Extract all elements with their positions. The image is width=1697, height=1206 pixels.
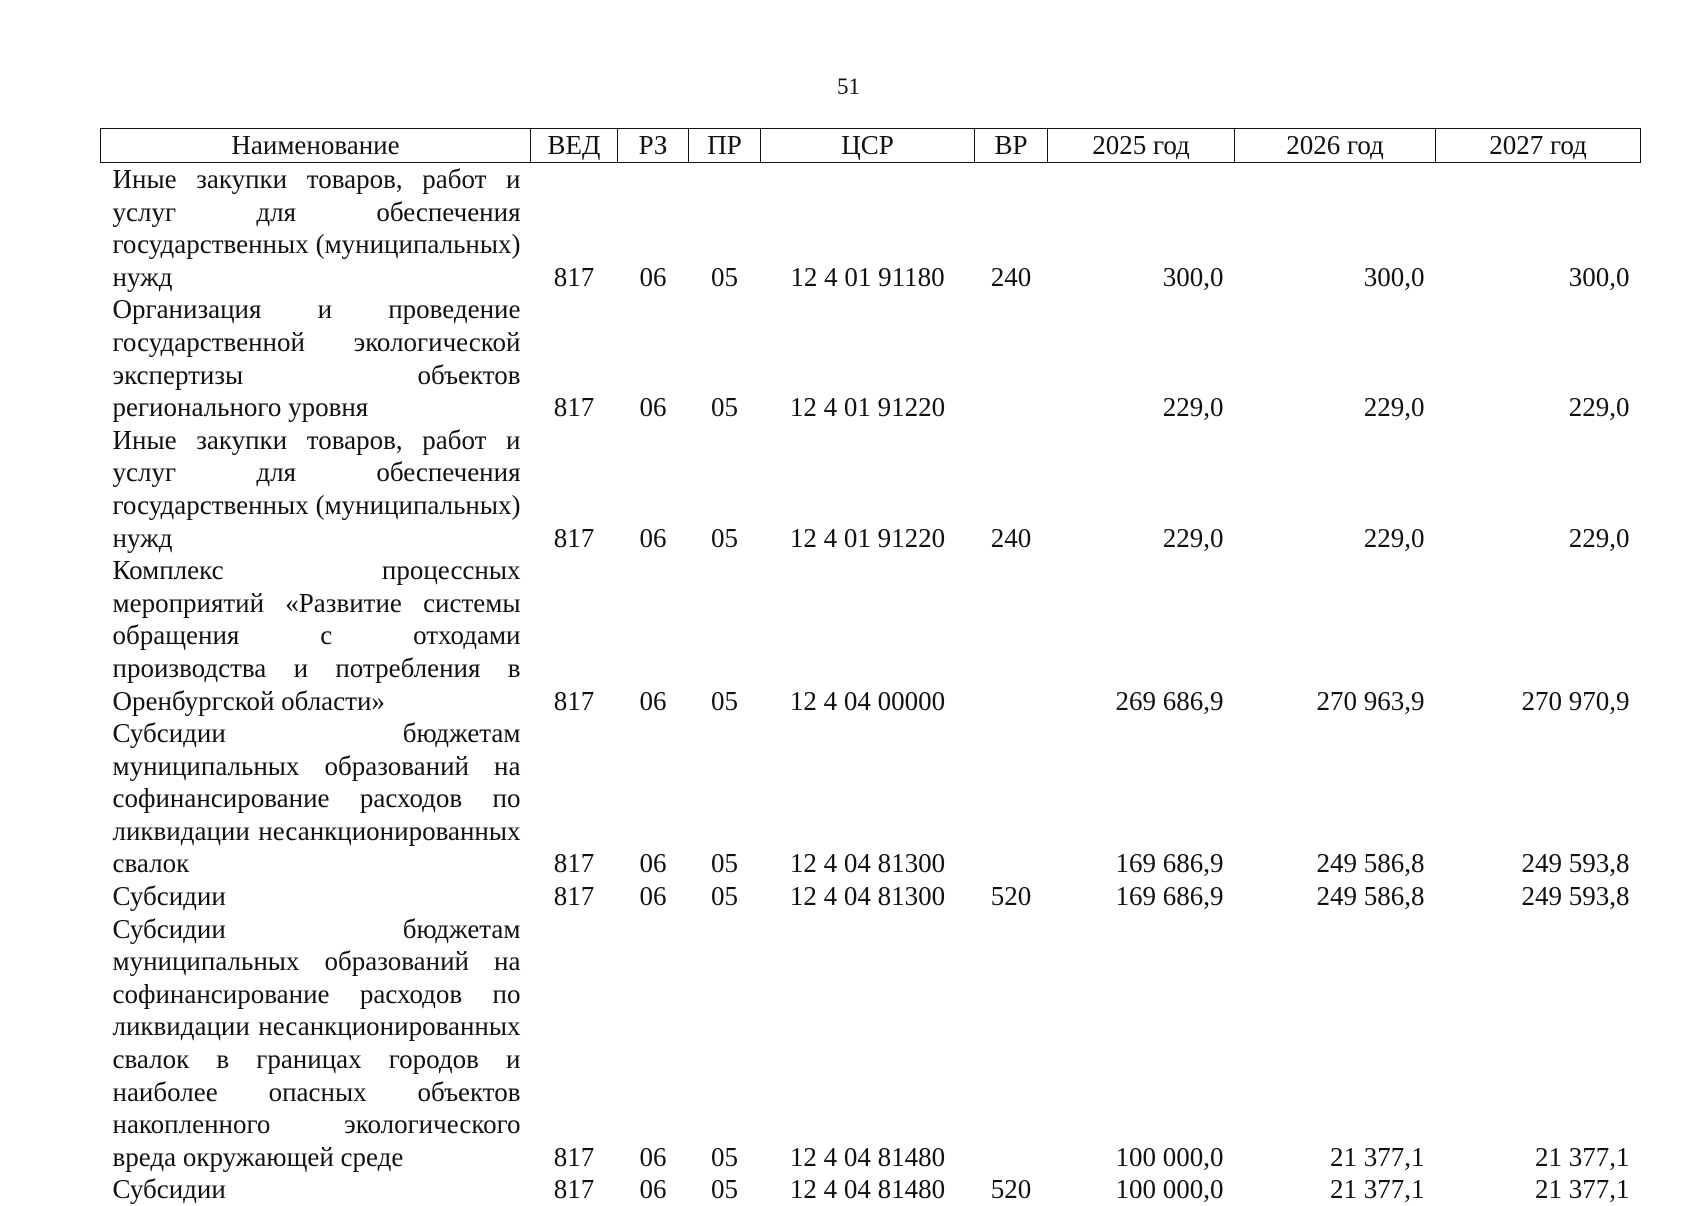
row-csr: 12 4 04 81300 [761, 717, 975, 880]
row-ved: 817 [531, 554, 618, 717]
row-2025: 229,0 [1048, 293, 1235, 423]
header-vr: ВР [975, 129, 1048, 163]
row-name: Комплекс процессных мероприятий «Развитие системы обращения с отходами производства и потребления в Оренбургской области» [101, 554, 531, 717]
table-body [101, 163, 1641, 1206]
row-2026: 270 963,9 [1235, 554, 1436, 717]
row-ved: 817 [531, 163, 618, 294]
row-vr: 520 [975, 1173, 1048, 1206]
header-2026: 2026 год [1235, 129, 1436, 163]
row-vr: 240 [975, 163, 1048, 294]
row-ved: 817 [531, 293, 618, 423]
table-row [101, 424, 1641, 554]
row-2026: 229,0 [1235, 293, 1436, 423]
table-header [101, 129, 1641, 163]
row-pr: 05 [689, 1173, 761, 1206]
row-2027: 270 970,9 [1436, 554, 1641, 717]
row-2027: 229,0 [1436, 424, 1641, 554]
header-pr: ПР [689, 129, 761, 163]
row-csr: 12 4 04 00000 [761, 554, 975, 717]
header-2027: 2027 год [1436, 129, 1641, 163]
row-2027: 249 593,8 [1436, 880, 1641, 913]
table-row [101, 880, 1641, 913]
row-pr: 05 [689, 717, 761, 880]
row-pr: 05 [689, 554, 761, 717]
header-ved: ВЕД [531, 129, 618, 163]
row-pr: 05 [689, 293, 761, 423]
row-rz: 06 [618, 163, 689, 294]
table-row [101, 163, 1641, 294]
row-2026: 21 377,1 [1235, 913, 1436, 1174]
row-name: Субсидии [101, 1173, 531, 1206]
row-pr: 05 [689, 880, 761, 913]
row-rz: 06 [618, 424, 689, 554]
row-2027: 300,0 [1436, 163, 1641, 294]
table-row [101, 554, 1641, 717]
row-name: Субсидии [101, 880, 531, 913]
row-vr [975, 293, 1048, 423]
row-2027: 249 593,8 [1436, 717, 1641, 880]
row-ved: 817 [531, 1173, 618, 1206]
row-csr: 12 4 04 81300 [761, 880, 975, 913]
row-2025: 169 686,9 [1048, 880, 1235, 913]
row-ved: 817 [531, 424, 618, 554]
row-ved: 817 [531, 880, 618, 913]
budget-table [100, 128, 1641, 1206]
row-2026: 21 377,1 [1235, 1173, 1436, 1206]
row-csr: 12 4 04 81480 [761, 913, 975, 1174]
row-vr [975, 913, 1048, 1174]
table-row [101, 913, 1641, 1174]
row-pr: 05 [689, 163, 761, 294]
row-name: Иные закупки товаров, работ и услуг для обеспечения государственных (муниципальных) нужд [101, 424, 531, 554]
row-csr: 12 4 04 81480 [761, 1173, 975, 1206]
row-name: Иные закупки товаров, работ и услуг для обеспечения государственных (муниципальных) нужд [101, 163, 531, 294]
row-vr [975, 717, 1048, 880]
row-2025: 229,0 [1048, 424, 1235, 554]
row-rz: 06 [618, 880, 689, 913]
row-rz: 06 [618, 293, 689, 423]
row-2025: 300,0 [1048, 163, 1235, 294]
row-rz: 06 [618, 554, 689, 717]
row-2026: 249 586,8 [1235, 880, 1436, 913]
row-2026: 229,0 [1235, 424, 1436, 554]
row-csr: 12 4 01 91180 [761, 163, 975, 294]
table-row [101, 1173, 1641, 1206]
row-2025: 100 000,0 [1048, 1173, 1235, 1206]
row-csr: 12 4 01 91220 [761, 293, 975, 423]
row-name: Субсидии бюджетам муниципальных образований на софинансирование расходов по ликвидации несанкционированных свалок [101, 717, 531, 880]
row-2026: 249 586,8 [1235, 717, 1436, 880]
row-rz: 06 [618, 717, 689, 880]
header-rz: РЗ [618, 129, 689, 163]
row-name: Субсидии бюджетам муниципальных образований на софинансирование расходов по ликвидации несанкционированных свалок в границах городов и наиболее опасных объектов накопленного экологического вреда окружающей среде [101, 913, 531, 1174]
row-2025: 169 686,9 [1048, 717, 1235, 880]
row-vr: 240 [975, 424, 1048, 554]
row-name: Организация и проведение государственной экологической экспертизы объектов регионального уровня [101, 293, 531, 423]
row-ved: 817 [531, 913, 618, 1174]
row-vr [975, 554, 1048, 717]
header-name: Наименование [101, 129, 531, 163]
page-number: 51 [0, 72, 1697, 102]
table-row [101, 293, 1641, 423]
row-2027: 21 377,1 [1436, 913, 1641, 1174]
budget-table-container [100, 128, 1640, 1206]
row-2026: 300,0 [1235, 163, 1436, 294]
header-csr: ЦСР [761, 129, 975, 163]
row-pr: 05 [689, 424, 761, 554]
row-ved: 817 [531, 717, 618, 880]
table-row [101, 717, 1641, 880]
row-2025: 269 686,9 [1048, 554, 1235, 717]
row-2025: 100 000,0 [1048, 913, 1235, 1174]
row-rz: 06 [618, 913, 689, 1174]
row-2027: 21 377,1 [1436, 1173, 1641, 1206]
row-vr: 520 [975, 880, 1048, 913]
row-2027: 229,0 [1436, 293, 1641, 423]
row-rz: 06 [618, 1173, 689, 1206]
row-pr: 05 [689, 913, 761, 1174]
header-row [101, 129, 1641, 163]
header-2025: 2025 год [1048, 129, 1235, 163]
row-csr: 12 4 01 91220 [761, 424, 975, 554]
